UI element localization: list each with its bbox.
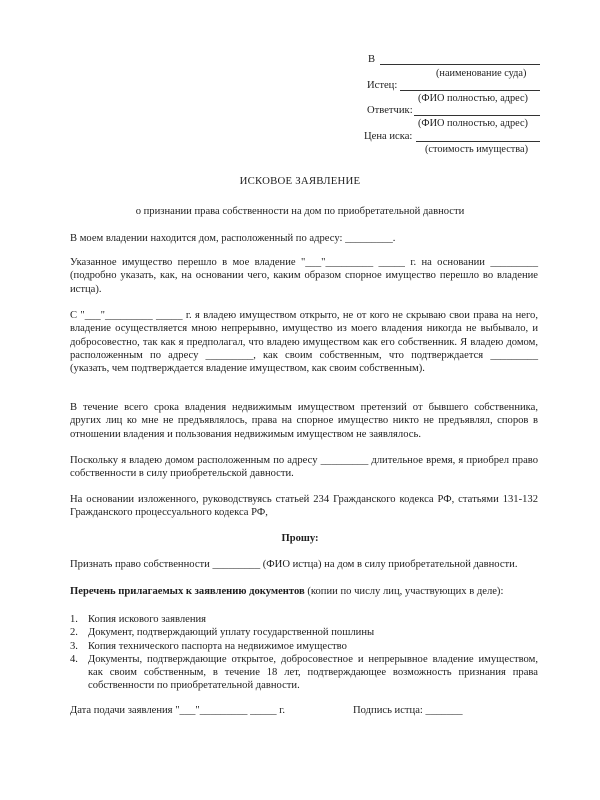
document-title: ИСКОВОЕ ЗАЯВЛЕНИЕ: [239, 175, 361, 187]
paragraph-possession: С "___"_________ _____ г. я владею имуществом открыто, не от кого не скрываю свои права на него, владение осуществляется мною непрерывно, имущество из моего владения никогда не выбывало, и добросовестно, так как я предполагал, что владею имуществом как его собственник. Я владею домом, расположенным по адресу _________, как своим собственным, что подтверждается _________ (указать, чем подтверждается владение имуществом, как своим собственным).: [70, 310, 538, 375]
attachment-text: Документ, подтверждающий уплату государственной пошлины: [88, 627, 375, 639]
attachment-number: 3.: [70, 640, 78, 652]
court-field: [380, 53, 540, 65]
defendant-label: Ответчик:: [367, 105, 413, 116]
attachment-item: [70, 640, 538, 653]
defendant-hint: (ФИО полностью, адрес): [418, 118, 528, 129]
plaintiff-signature: Подпись истца: _______: [353, 705, 463, 716]
attachment-number: 4.: [70, 653, 78, 665]
court-hint: (наименование суда): [436, 68, 527, 79]
price-field: [416, 130, 540, 142]
attachments-list: [70, 613, 538, 693]
paragraph-no-claims: В течение всего срока владения недвижимым имуществом претензий от бывшего собственника, других лиц ко мне не предъявлялось, права на спорное имущество никто не предъявлял, споров в отношении владения и пользования недвижимым имуществом не заявлялось.: [70, 402, 538, 440]
paragraph-legal-basis: На основании изложенного, руководствуясь статьей 234 Гражданского кодекса РФ, статьями 131-132 Гражданского процессуального кодекса РФ,: [70, 494, 538, 519]
plaintiff-hint: (ФИО полностью, адрес): [418, 93, 528, 104]
filing-date: Дата подачи заявления "___"_________ _____ г.: [70, 705, 285, 716]
attachments-heading-rest: (копии по числу лиц, участвующих в деле):: [304, 586, 504, 597]
plaintiff-field: [400, 79, 540, 91]
request-text: Признать право собственности _________ (ФИО истца) на дом в силу приобретательной давности.: [70, 559, 518, 570]
attachment-text: Документы, подтверждающие открытое, добросовестное и непрерывное владение имуществом, как своим собственным, в течение 18 лет, подтверждающее возможность признания права собственности по приобретательной давности.: [88, 653, 538, 692]
paragraph-address: В моем владении находится дом, расположенный по адресу: _________.: [70, 233, 396, 244]
defendant-field: [414, 104, 540, 116]
attachment-text: Копия технического паспорта на недвижимое имущество: [88, 640, 347, 652]
attachment-item: [70, 613, 538, 626]
plaintiff-label: Истец:: [367, 80, 398, 91]
attachments-heading-bold: Перечень прилагаемых к заявлению документов: [70, 586, 305, 597]
paragraph-acquisition: Указанное имущество перешло в мое владение "___"_________ _____ г. на основании _________ (подробно указать, как, на основании чего, каким образом спорное имущество перешло во владение истца).: [70, 257, 538, 295]
document-subtitle: о признании права собственности на дом по приобретательной давности: [135, 206, 465, 217]
attachment-text: Копия искового заявления: [88, 614, 207, 625]
court-line: [368, 53, 540, 67]
plaintiff-line: [367, 79, 540, 93]
attachment-number: 1.: [70, 614, 78, 625]
price-line: [364, 130, 540, 144]
paragraph-ownership: Поскольку я владею домом расположенным по адресу _________ длительное время, я приобрел право собственности в силу приобретельской давности.: [70, 455, 538, 480]
attachment-number: 2.: [70, 627, 78, 639]
price-label: Цена иска:: [364, 131, 413, 142]
request-heading-text: Прошу:: [281, 533, 319, 544]
attachment-item: [70, 653, 538, 693]
price-hint: (стоимость имущества): [425, 144, 529, 155]
request-heading: [0, 532, 600, 545]
court-prefix: В: [368, 54, 376, 65]
attachment-item: [70, 626, 538, 639]
defendant-line: [367, 104, 540, 118]
attachments-heading: [70, 585, 538, 598]
